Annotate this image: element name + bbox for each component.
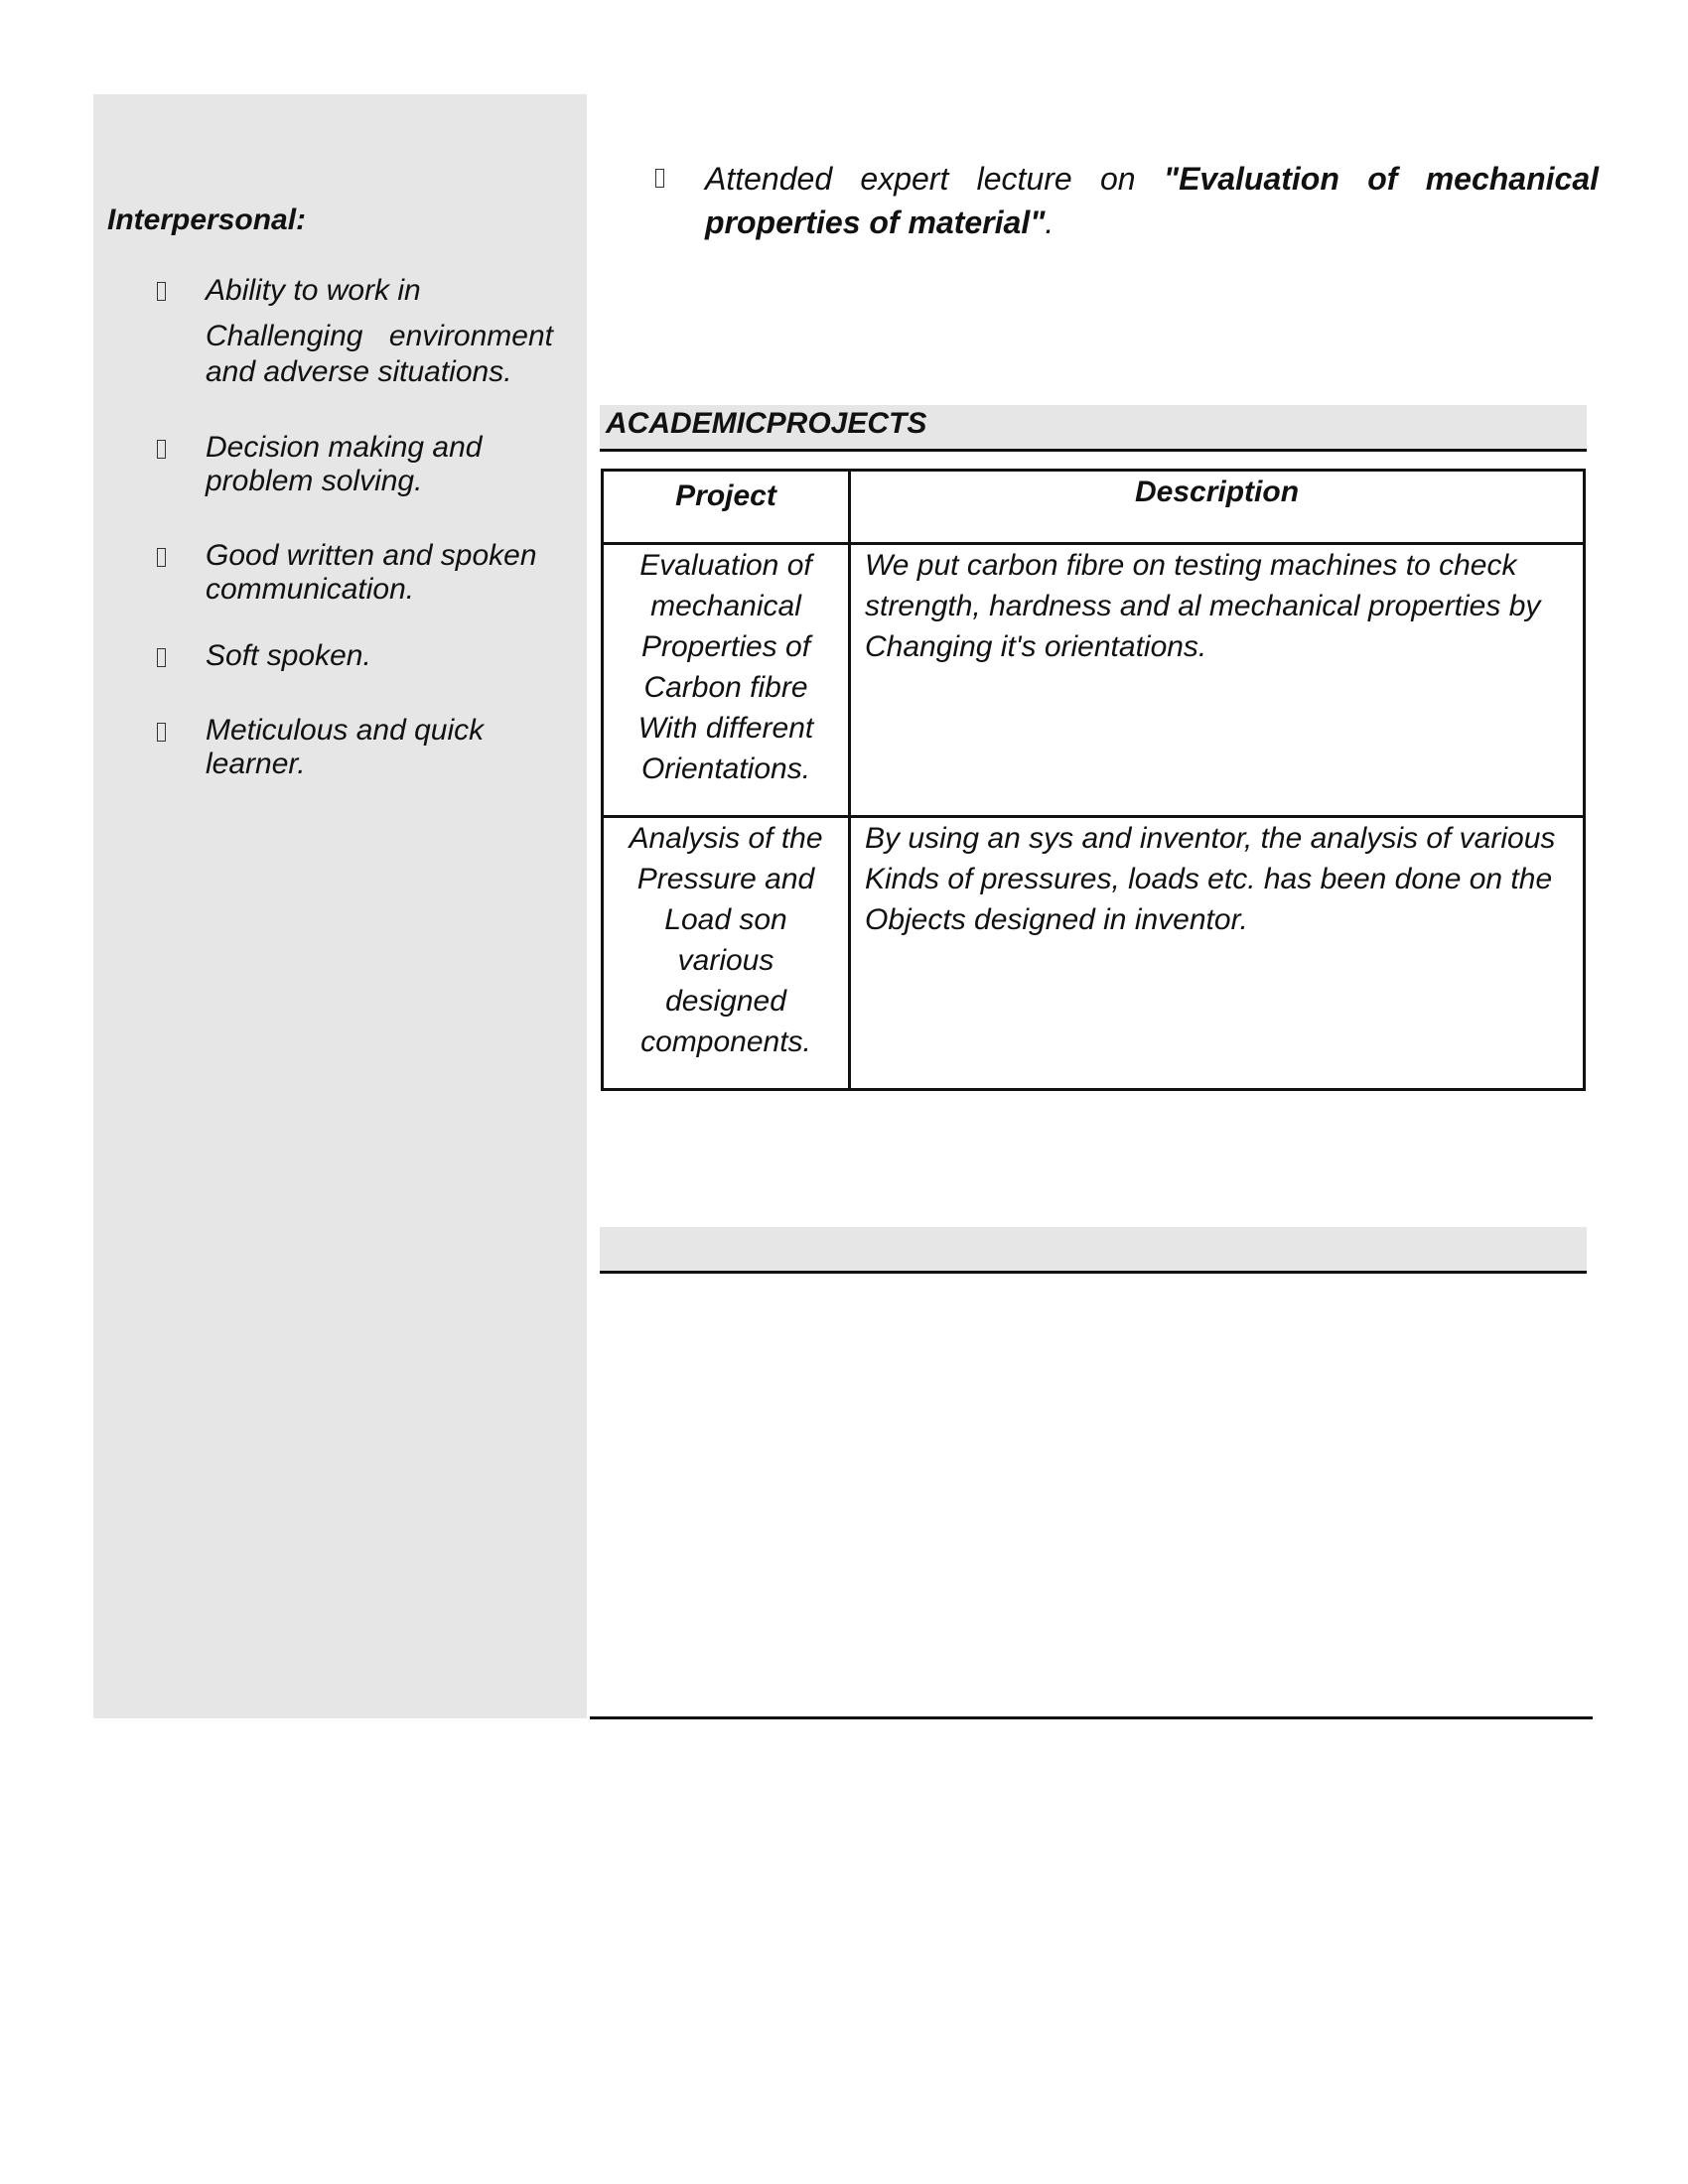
empty-section-header — [600, 1227, 1587, 1274]
cell-line: With different — [637, 712, 814, 745]
interpersonal-heading: Interpersonal: — [107, 204, 307, 236]
bullet-icon — [157, 648, 166, 667]
table-header-row — [603, 471, 1585, 544]
cell-line: Kinds of pressures, loads etc. has been done on the — [865, 863, 1553, 895]
projects-table — [601, 469, 1586, 1091]
item-line: problem solving. — [206, 465, 423, 497]
cell-line: Evaluation of — [639, 549, 812, 582]
cell-line: Changing it's orientations. — [865, 630, 1207, 663]
description-cell — [850, 817, 1585, 1090]
cell-line: Orientations. — [640, 752, 811, 785]
page-divider — [590, 1716, 1593, 1719]
item-line: Good written and spoken — [206, 539, 537, 572]
table-row — [603, 544, 1585, 817]
cell-line: Carbon fibre — [643, 671, 808, 704]
item-line: Challenging environment — [206, 320, 553, 352]
column-header-project: Project — [603, 471, 850, 544]
bullet-icon — [655, 169, 664, 188]
cell-line: Pressure and — [636, 863, 815, 895]
project-cell — [603, 817, 850, 1090]
lecture-suffix: . — [1045, 205, 1055, 240]
cell-line: Objects designed in inventor. — [865, 903, 1248, 936]
item-line: and adverse situations. — [206, 355, 512, 388]
project-cell — [603, 544, 850, 817]
description-cell — [850, 544, 1585, 817]
column-header-description: Description — [850, 471, 1585, 544]
item-line: communication. — [206, 573, 415, 606]
cell-line: designed — [665, 985, 786, 1018]
cell-line: Properties of — [640, 630, 811, 663]
bullet-icon — [157, 548, 166, 567]
cell-line: By using an sys and inventor, the analysis of various — [865, 822, 1556, 855]
cell-line: We put carbon fibre on testing machines to check — [865, 549, 1517, 582]
lecture-entry — [705, 157, 1599, 244]
lecture-prefix: Attended expert lecture on — [705, 161, 1164, 197]
item-line: Meticulous and quick — [206, 714, 485, 747]
cell-line: various — [677, 944, 774, 977]
bullet-icon — [157, 440, 166, 459]
cell-line: Load son — [664, 903, 787, 936]
cell-line: strength, hardness and al mechanical properties by — [865, 590, 1541, 622]
table-row — [603, 817, 1585, 1090]
cell-line: mechanical — [650, 590, 801, 622]
section-title: ACADEMICPROJECTS — [606, 407, 927, 440]
academic-projects-header — [600, 405, 1587, 452]
item-line: Ability to work in — [206, 274, 421, 307]
cell-line: Analysis of the — [629, 822, 823, 855]
item-line: learner. — [206, 748, 306, 780]
bullet-icon — [157, 723, 166, 742]
bullet-icon — [157, 282, 166, 301]
cell-line: components. — [640, 1025, 811, 1058]
item-line: Soft spoken. — [206, 639, 371, 672]
item-line: Decision making and — [206, 431, 483, 464]
lecture-title: "Evaluation of mechanical properties of material" — [705, 161, 1600, 240]
